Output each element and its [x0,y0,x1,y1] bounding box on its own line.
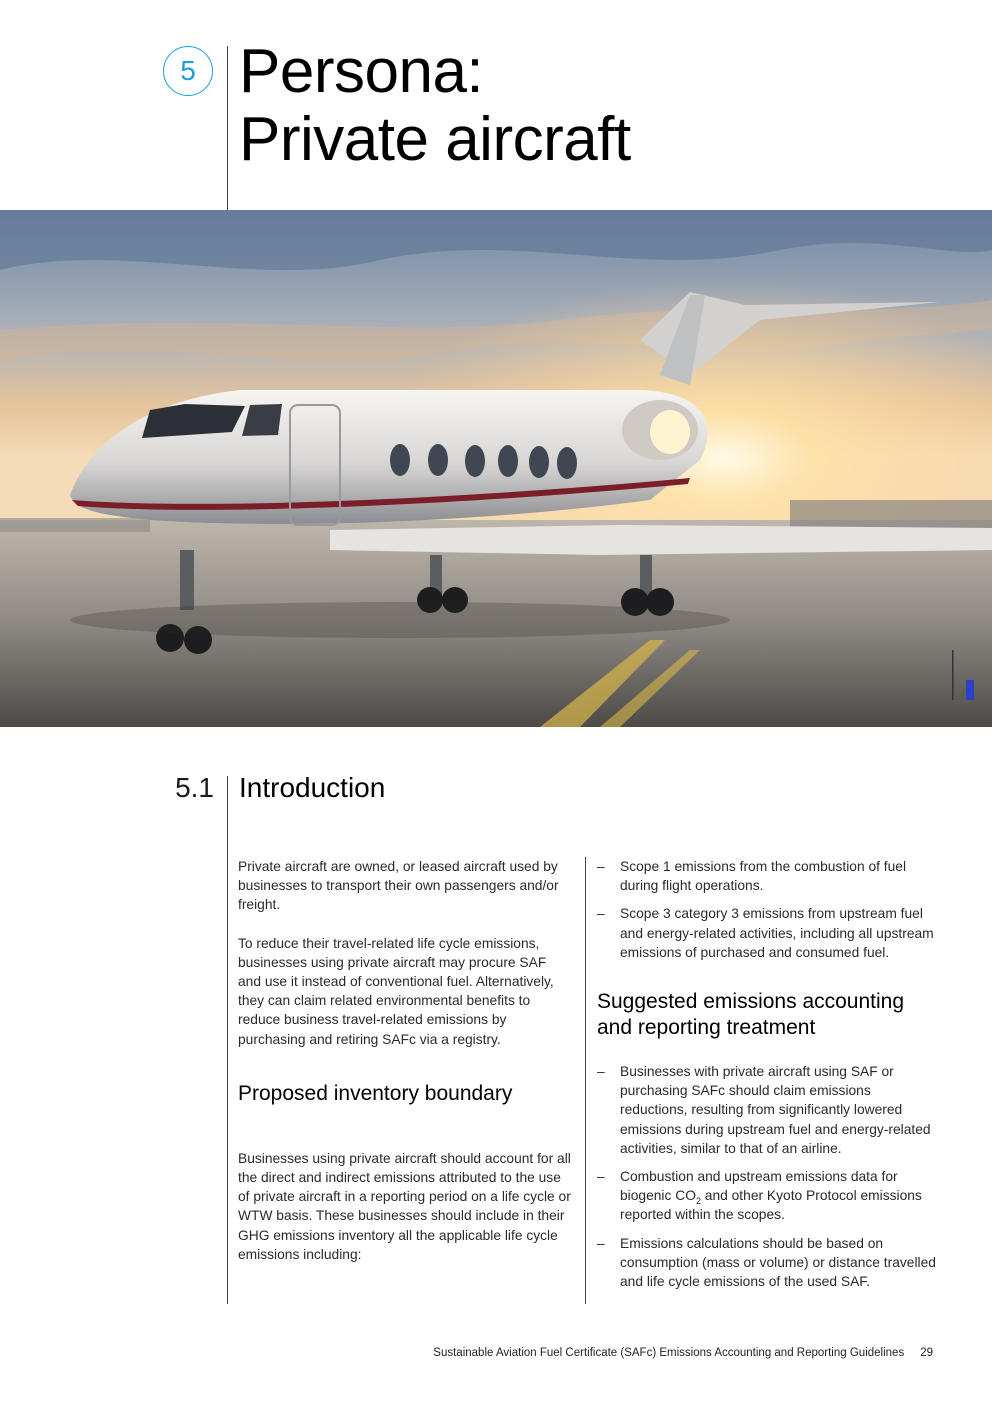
bullet-dash: – [597,1169,605,1185]
chapter-number-badge: 5 [163,46,213,96]
bullet-text: Businesses with private aircraft using SAF or purchasing SAFc should claim emissions reductions, resulting from significantly lowered emissions during upstream fuel and energy-related activities, similar to that of an airline. [620,1064,931,1156]
bullet-text-pre: Combustion and upstream emissions data for biogenic CO [620,1169,898,1204]
bullet-text: Scope 3 category 3 emissions from upstream fuel and energy-related activities, including all upstream emissions of purchased and consumed fuel. [620,906,934,960]
list-item [597,904,937,962]
bullet-dash: – [597,1235,605,1251]
chapter-title-line2: Private aircraft [239,105,631,174]
co2-subscript: 2 [695,1195,701,1206]
section-number: 5.1 [175,772,214,803]
chapter-title [239,38,631,174]
page-number: 29 [920,1347,933,1359]
intro-paragraph-1: Private aircraft are owned, or leased aircraft used by businesses to transport their own passengers and/or freight. [238,859,559,913]
page-footer [433,1347,933,1359]
left-column [238,857,573,1277]
chapter-divider [227,46,228,210]
bullet-text: Scope 1 emissions from the combustion of fuel during flight operations. [620,859,907,894]
bullet-dash: – [597,906,605,922]
list-item [597,1062,937,1158]
intro-paragraph-2: To reduce their travel-related life cycle emissions, businesses using private aircraft may procure SAF and use it instead of conventional fuel. Alternatively, they can claim related environmental benefits to reduce business travel-related emissions by purchasing and retiring SAFc via a registry. [238,935,554,1047]
boundary-bullet-list [597,857,937,962]
treatment-bullet-list [597,1062,937,1291]
chapter-title-line1: Persona: [239,37,484,106]
bullet-dash: – [597,859,605,874]
list-item [597,1234,937,1292]
list-item [597,857,937,895]
hero-photo-private-jet [0,210,992,727]
inventory-boundary-paragraph: Businesses using private aircraft should account for all the direct and indirect emissions attributed to the use of private aircraft in a reporting period on a life cycle or WTW basis. These businesses should include in their GHG emissions inventory all the applicable life cycle emissions including: [238,1150,571,1262]
column-divider [585,857,586,1304]
list-item [597,1167,937,1225]
inventory-boundary-heading: Proposed inventory boundary [238,1081,513,1105]
section-divider [227,776,228,1304]
right-column [597,857,937,1300]
treatment-heading: Suggested emissions accounting and reporting treatment [597,990,905,1040]
bullet-dash: – [597,1064,605,1080]
bullet-text-post: and other Kyoto Protocol emissions reported within the scopes. [620,1188,922,1223]
bullet-text: Emissions calculations should be based on consumption (mass or volume) or distance travelled and life cycle emissions of the used SAF. [620,1235,936,1290]
section-title: Introduction [239,772,386,803]
footer-document-title: Sustainable Aviation Fuel Certificate (SAFc) Emissions Accounting and Reporting Guidelines [433,1347,905,1359]
